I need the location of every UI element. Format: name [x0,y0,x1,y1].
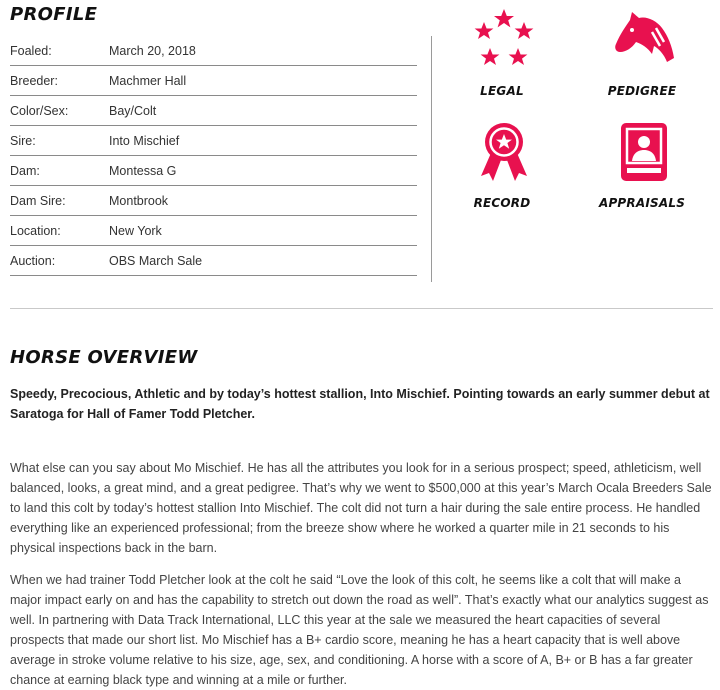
legal-label: LEGAL [480,84,524,98]
row-label: Breeder: [10,73,58,88]
profile-row-dam [10,156,417,186]
row-value: Bay/Colt [109,103,157,118]
section-divider [10,308,713,309]
overview-paragraph: When we had trainer Todd Pletcher look at the colt he said “Love the look of this colt, he seems like a colt that will make a major impact early on and has the capability to stretch out down the road as well”. That’s exactly what our analytics suggest as well. In partnering with Data Track International, LLC this year at the sale we measured the heart capacities of several prospects that made our short list. Mo Mischief has a B+ cardio score, meaning he has a heart capacity that is well above average in stroke volume relative to his size, age, sex, and conditioning. A horse with a score of A, B+ or B has a far greater chance at earning black type and winning at a mile or further. [10,573,709,687]
award-ribbon-icon [472,120,536,184]
overview-paragraph: What else can you say about Mo Mischief. He has all the attributes you look for in a serious prospect; speed, athleticism, well balanced, looks, a great mind, and a great pedigree. That’s why we went to $500,000 at this year’s March Ocala Breeders Sale to land this colt by today’s hottest stallion Into Mischief. The colt did not turn a hair during the sale entire process. He handled everything like an experienced professional; from the breeze show where he worked a quarter mile in 21 seconds to his physical inspections back in the barn. [10,461,712,555]
profile-table [10,36,417,276]
profile-row-location [10,216,417,246]
profile-row-breeder [10,66,417,96]
profile-row-auction [10,246,417,276]
pedigree-label: PEDIGREE [607,84,677,98]
overview-heading: HORSE OVERVIEW [10,347,198,368]
row-value: March 20, 2018 [109,43,196,58]
profile-row-color-sex [10,96,417,126]
stars-icon [472,8,536,72]
overview-intro: Speedy, Precocious, Athletic and by today’s hottest stallion, Into Mischief. Pointing towards an early summer debut at Saratoga for Hall of Famer Todd Pletcher. [10,387,710,421]
vertical-divider [431,36,432,282]
appraisals-label: APPRAISALS [598,196,686,210]
profile-row-dam-sire [10,186,417,216]
profile-heading: PROFILE [10,4,98,25]
row-value: Montessa G [109,163,177,178]
row-label: Location: [10,223,61,238]
record-label: RECORD [473,196,531,210]
horse-head-icon [612,8,676,72]
row-label: Dam Sire: [10,193,66,208]
profile-row-sire [10,126,417,156]
row-value: Into Mischief [109,133,180,148]
row-value: Montbrook [109,193,169,208]
row-value: New York [109,223,162,238]
profile-row-foaled [10,36,417,66]
row-label: Dam: [10,163,40,178]
row-label: Color/Sex: [10,103,69,118]
row-value: Machmer Hall [109,73,187,88]
profile-card-icon [612,120,676,184]
row-value: OBS March Sale [109,253,203,268]
row-label: Foaled: [10,43,52,58]
row-label: Sire: [10,133,36,148]
row-label: Auction: [10,253,56,268]
